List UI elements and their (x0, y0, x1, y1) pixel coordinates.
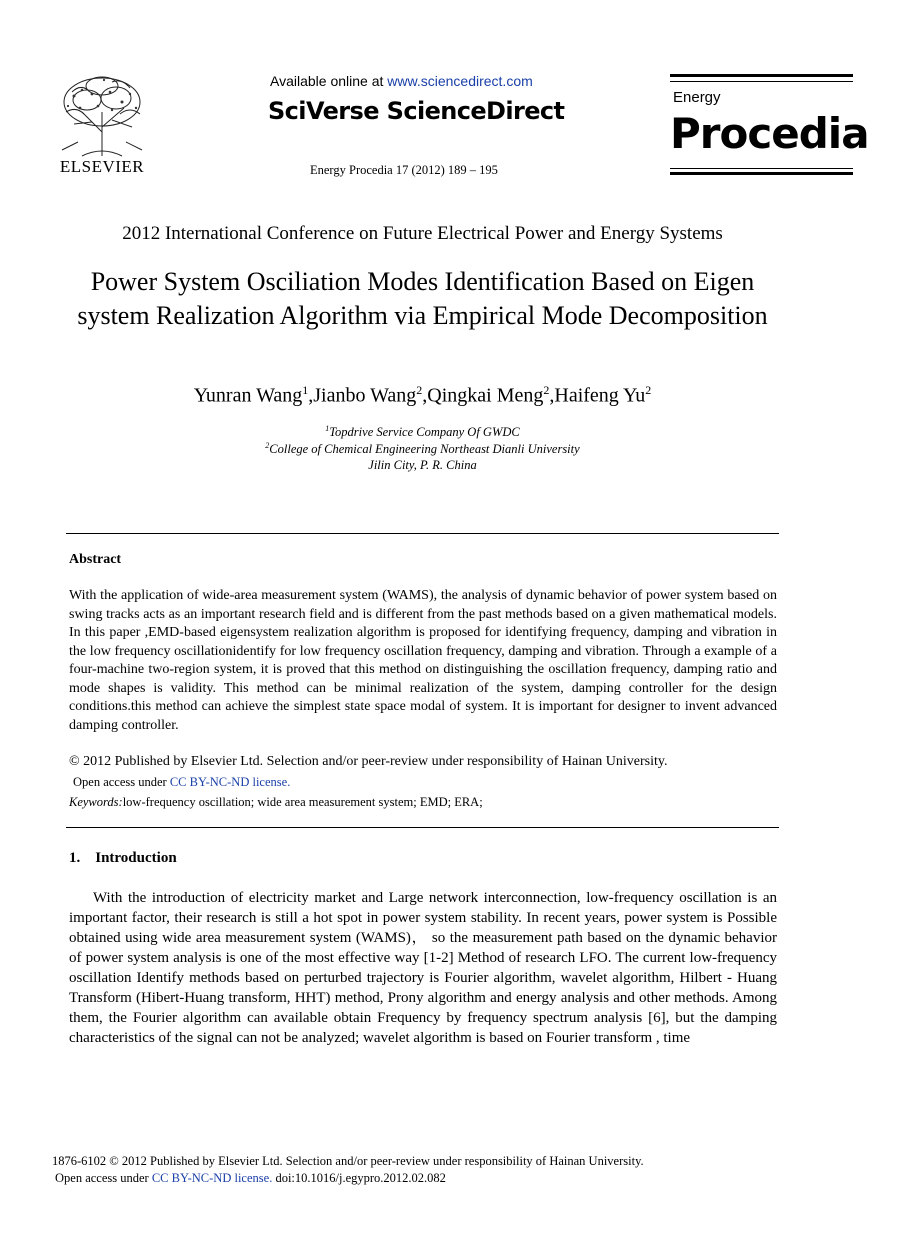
affiliation-text: College of Chemical Engineering Northeast Dianli University (269, 442, 580, 457)
keywords-label: Keywords: (69, 795, 123, 809)
author-separator: , (549, 384, 555, 407)
available-online-label: Available online at (270, 73, 388, 89)
author-separator: , (308, 384, 314, 407)
keywords-line (69, 795, 483, 810)
open-access-label: Open access under (73, 775, 170, 789)
tree-icon (52, 72, 152, 158)
section-body: With the introduction of electricity market and Large network interconnection, low-frequency oscillation is an important factor, their research is still a hot spot in power system stability. In recent years, power system is Possible obtained using wide area measurement system (WAMS)， so the measurement path based on the dynamic behavior of power system analysis is one of the most effective way [1-2] Method of research LFO. The current low-frequency oscillation Identify methods based on perturbed trajectory is Fourier algorithm, wavelet algorithm, Hilbert - Huang Transform (Hibert-Huang transform, HHT) method, Prony algorithm and energy analysis and other methods. Among them, the Fourier algorithm can available obtain Frequency by frequency spectrum analysis [6], but the damping characteristics of the signal can not be analyzed; wavelet algorithm is based on Fourier transform , time (69, 890, 777, 1046)
footer-license-link[interactable]: CC BY-NC-ND license. (151, 1171, 273, 1185)
affiliation-text: Topdrive Service Company Of GWDC (329, 425, 520, 440)
available-online (270, 73, 533, 89)
journal-reference: Energy Procedia 17 (2012) 189 – 195 (310, 163, 498, 177)
author-affil-mark: 1 (302, 383, 309, 397)
copyright-line: © 2012 Published by Elsevier Ltd. Selection and/or peer-review under responsibility of Hainan University. (69, 754, 668, 769)
section-heading: 1. Introduction (69, 850, 177, 866)
logo-rule-top (670, 74, 853, 77)
license-link[interactable]: CC BY-NC-ND license. (169, 775, 291, 789)
affiliation-text: Jilin City, P. R. China (368, 458, 477, 472)
open-access-line (73, 775, 290, 790)
footer-open-access-label: Open access under (55, 1171, 152, 1185)
platform-logo: SciVerse ScienceDirect (268, 97, 565, 125)
affiliation (0, 458, 845, 473)
author-affil-mark: 2 (645, 383, 652, 397)
affiliation (0, 424, 845, 440)
journal-word-energy: Energy (673, 89, 721, 106)
affiliation-mark: 2 (265, 441, 270, 450)
logo-rule-top-thin (670, 81, 853, 82)
author-name: Haifeng Yu (554, 384, 646, 407)
paper-title: Power System Osciliation Modes Identification Based on Eigen system Realization Algorithm via Empirical Mode Decomposition (77, 267, 768, 330)
affiliation (0, 441, 845, 457)
affiliation-mark: 1 (325, 424, 330, 433)
publisher-name: ELSEVIER (59, 157, 145, 176)
author-name: Qingkai Meng (427, 384, 544, 407)
author-list (0, 383, 845, 408)
journal-logo (670, 74, 869, 176)
keywords-text: low-frequency oscillation; wide area measurement system; EMD; ERA; (122, 795, 483, 809)
author-name: Yunran Wang (193, 384, 303, 407)
footer-doi: doi:10.1016/j.egypro.2012.02.082 (272, 1171, 446, 1185)
divider-top (66, 533, 779, 534)
conference-name: 2012 International Conference on Future Electrical Power and Energy Systems (122, 223, 723, 244)
journal-word-procedia: Procedia (670, 109, 869, 158)
divider-bottom (66, 827, 779, 828)
footer-copyright: 1876-6102 © 2012 Published by Elsevier Ltd. Selection and/or peer-review under responsibility of Hainan University. (52, 1154, 644, 1168)
author-affil-mark: 2 (543, 383, 550, 397)
author-separator: , (422, 384, 428, 407)
logo-rule-bottom (670, 172, 853, 175)
footer-open-access (55, 1171, 446, 1186)
abstract-text: With the application of wide-area measurement system (WAMS), the analysis of dynamic behavior of power system based on swing tracks acts as an important research field and is different from the past methods based on a given mathematical models. In this paper ,EMD-based eigensystem realization algorithm is proposed for identifying frequency, damping and vibration in the low frequency oscillationidentify for low frequency oscillation frequency, damping and vibration. Through a example of a four-machine two-region system, it is proved that this method on distinguishing the oscillation frequency, damping ratio and mode shapes is validity. This method can be minimal realization of the system, damping controller for the design conditions.this method can achieve the simplest state space modal of system. It is important for designer to invent advanced damping controller. (69, 588, 777, 733)
author-affil-mark: 2 (416, 383, 423, 397)
sciencedirect-link[interactable]: www.sciencedirect.com (387, 73, 533, 89)
author-name: Jianbo Wang (313, 384, 417, 407)
abstract-heading: Abstract (69, 552, 122, 567)
logo-rule-bottom-thin (670, 168, 853, 169)
